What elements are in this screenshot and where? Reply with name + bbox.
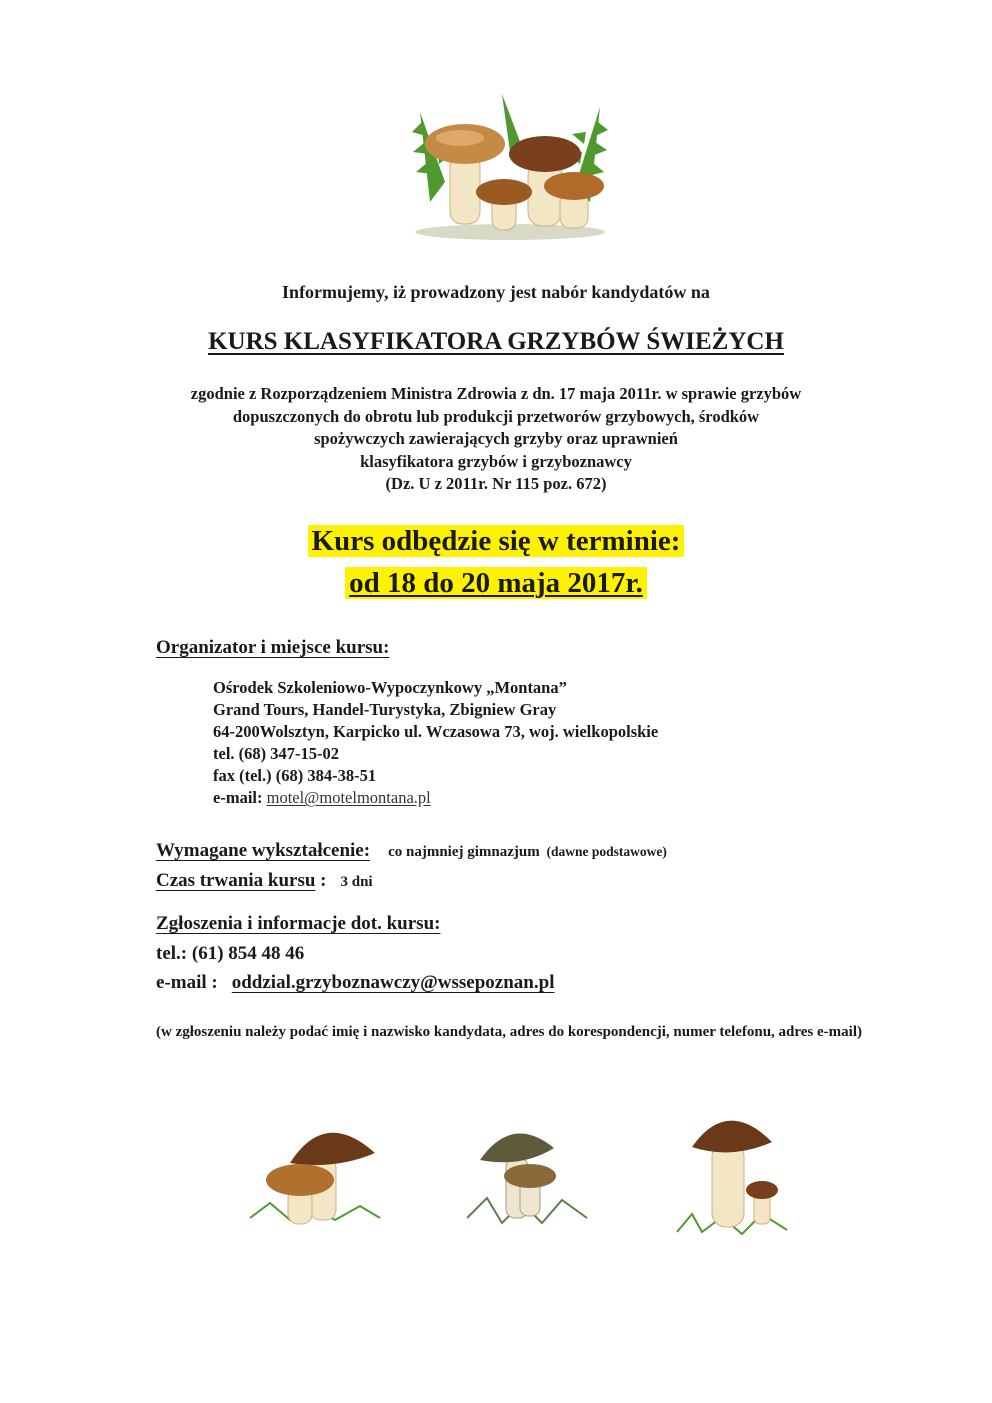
education-note: (dawne podstawowe) — [546, 844, 667, 859]
mushroom-icon — [476, 179, 532, 230]
education-value: co najmniej gimnazjum — [388, 844, 540, 860]
applications-heading: Zgłoszenia i informacje dot. kursu: — [156, 913, 441, 934]
duration-value: 3 dni — [340, 874, 373, 890]
applications-email-label: e-mail : — [156, 972, 218, 993]
applications-email-link[interactable]: oddzial.grzyboznawczy@wssepoznan.pl — [231, 972, 555, 993]
legal-line: zgodnie z Rozporządzeniem Ministra Zdrowia z dn. 17 maja 2011r. w sprawie grzybów — [190, 384, 802, 403]
mushroom-illustration-left — [240, 1108, 390, 1238]
education-requirement — [156, 840, 667, 862]
mushroom-icon — [746, 1181, 778, 1224]
applications-phone: tel.: (61) 854 48 46 — [156, 943, 305, 964]
organizer-line: Grand Tours, Handel-Turystyka, Zbigniew Gray — [213, 700, 557, 719]
legal-line: (Dz. U z 2011r. Nr 115 poz. 672) — [385, 474, 607, 493]
applications-email — [156, 972, 554, 994]
organizer-line: Ośrodek Szkoleniowo-Wypoczynkowy „Montana” — [213, 678, 567, 697]
organizer-line: 64-200Wolsztyn, Karpicko ul. Wczasowa 73, woj. wielkopolskie — [213, 722, 659, 741]
applications-note: (w zgłoszeniu należy podać imię i nazwisko kandydata, adres do korespondencji, numer telefonu, adres e-mail) — [156, 1024, 862, 1040]
organizer-fax: fax (tel.) (68) 384-38-51 — [213, 766, 377, 785]
organizer-email-link[interactable]: motel@motelmontana.pl — [266, 788, 431, 807]
course-title — [0, 328, 992, 356]
mushrooms-ferns-illustration — [410, 92, 610, 242]
legal-line: spożywczych zawierających grzyby oraz uprawnień — [314, 429, 678, 448]
legal-line: klasyfikatora grzybów i grzyboznawcy — [360, 451, 632, 471]
mushroom-illustration-right — [672, 1102, 792, 1242]
organizer-phone: tel. (68) 347-15-02 — [213, 744, 340, 763]
intro-text: Informujemy, iż prowadzony jest nabór kandydatów na — [282, 282, 710, 302]
organizer-details — [213, 677, 658, 809]
legal-line: dopuszczonych do obrotu lub produkcji przetworów grzybowych, środków — [232, 406, 760, 426]
course-title-text: KURS KLASYFIKATORA GRZYBÓW ŚWIEŻYCH — [208, 328, 784, 355]
term-line-1: Kurs odbędzie się w terminie: — [308, 525, 685, 557]
organizer-email-label: e-mail: — [213, 788, 263, 807]
education-label: Wymagane wykształcenie: — [156, 840, 371, 861]
legal-basis — [0, 383, 992, 496]
course-duration — [156, 870, 373, 892]
duration-colon: : — [320, 870, 327, 891]
term-dates: od 18 do 20 maja 2017r. — [345, 567, 647, 599]
mushroom-illustration-middle — [462, 1118, 592, 1233]
duration-label: Czas trwania kursu — [156, 870, 316, 891]
organizer-heading: Organizator i miejsce kursu: — [156, 637, 390, 658]
course-term — [0, 520, 992, 604]
